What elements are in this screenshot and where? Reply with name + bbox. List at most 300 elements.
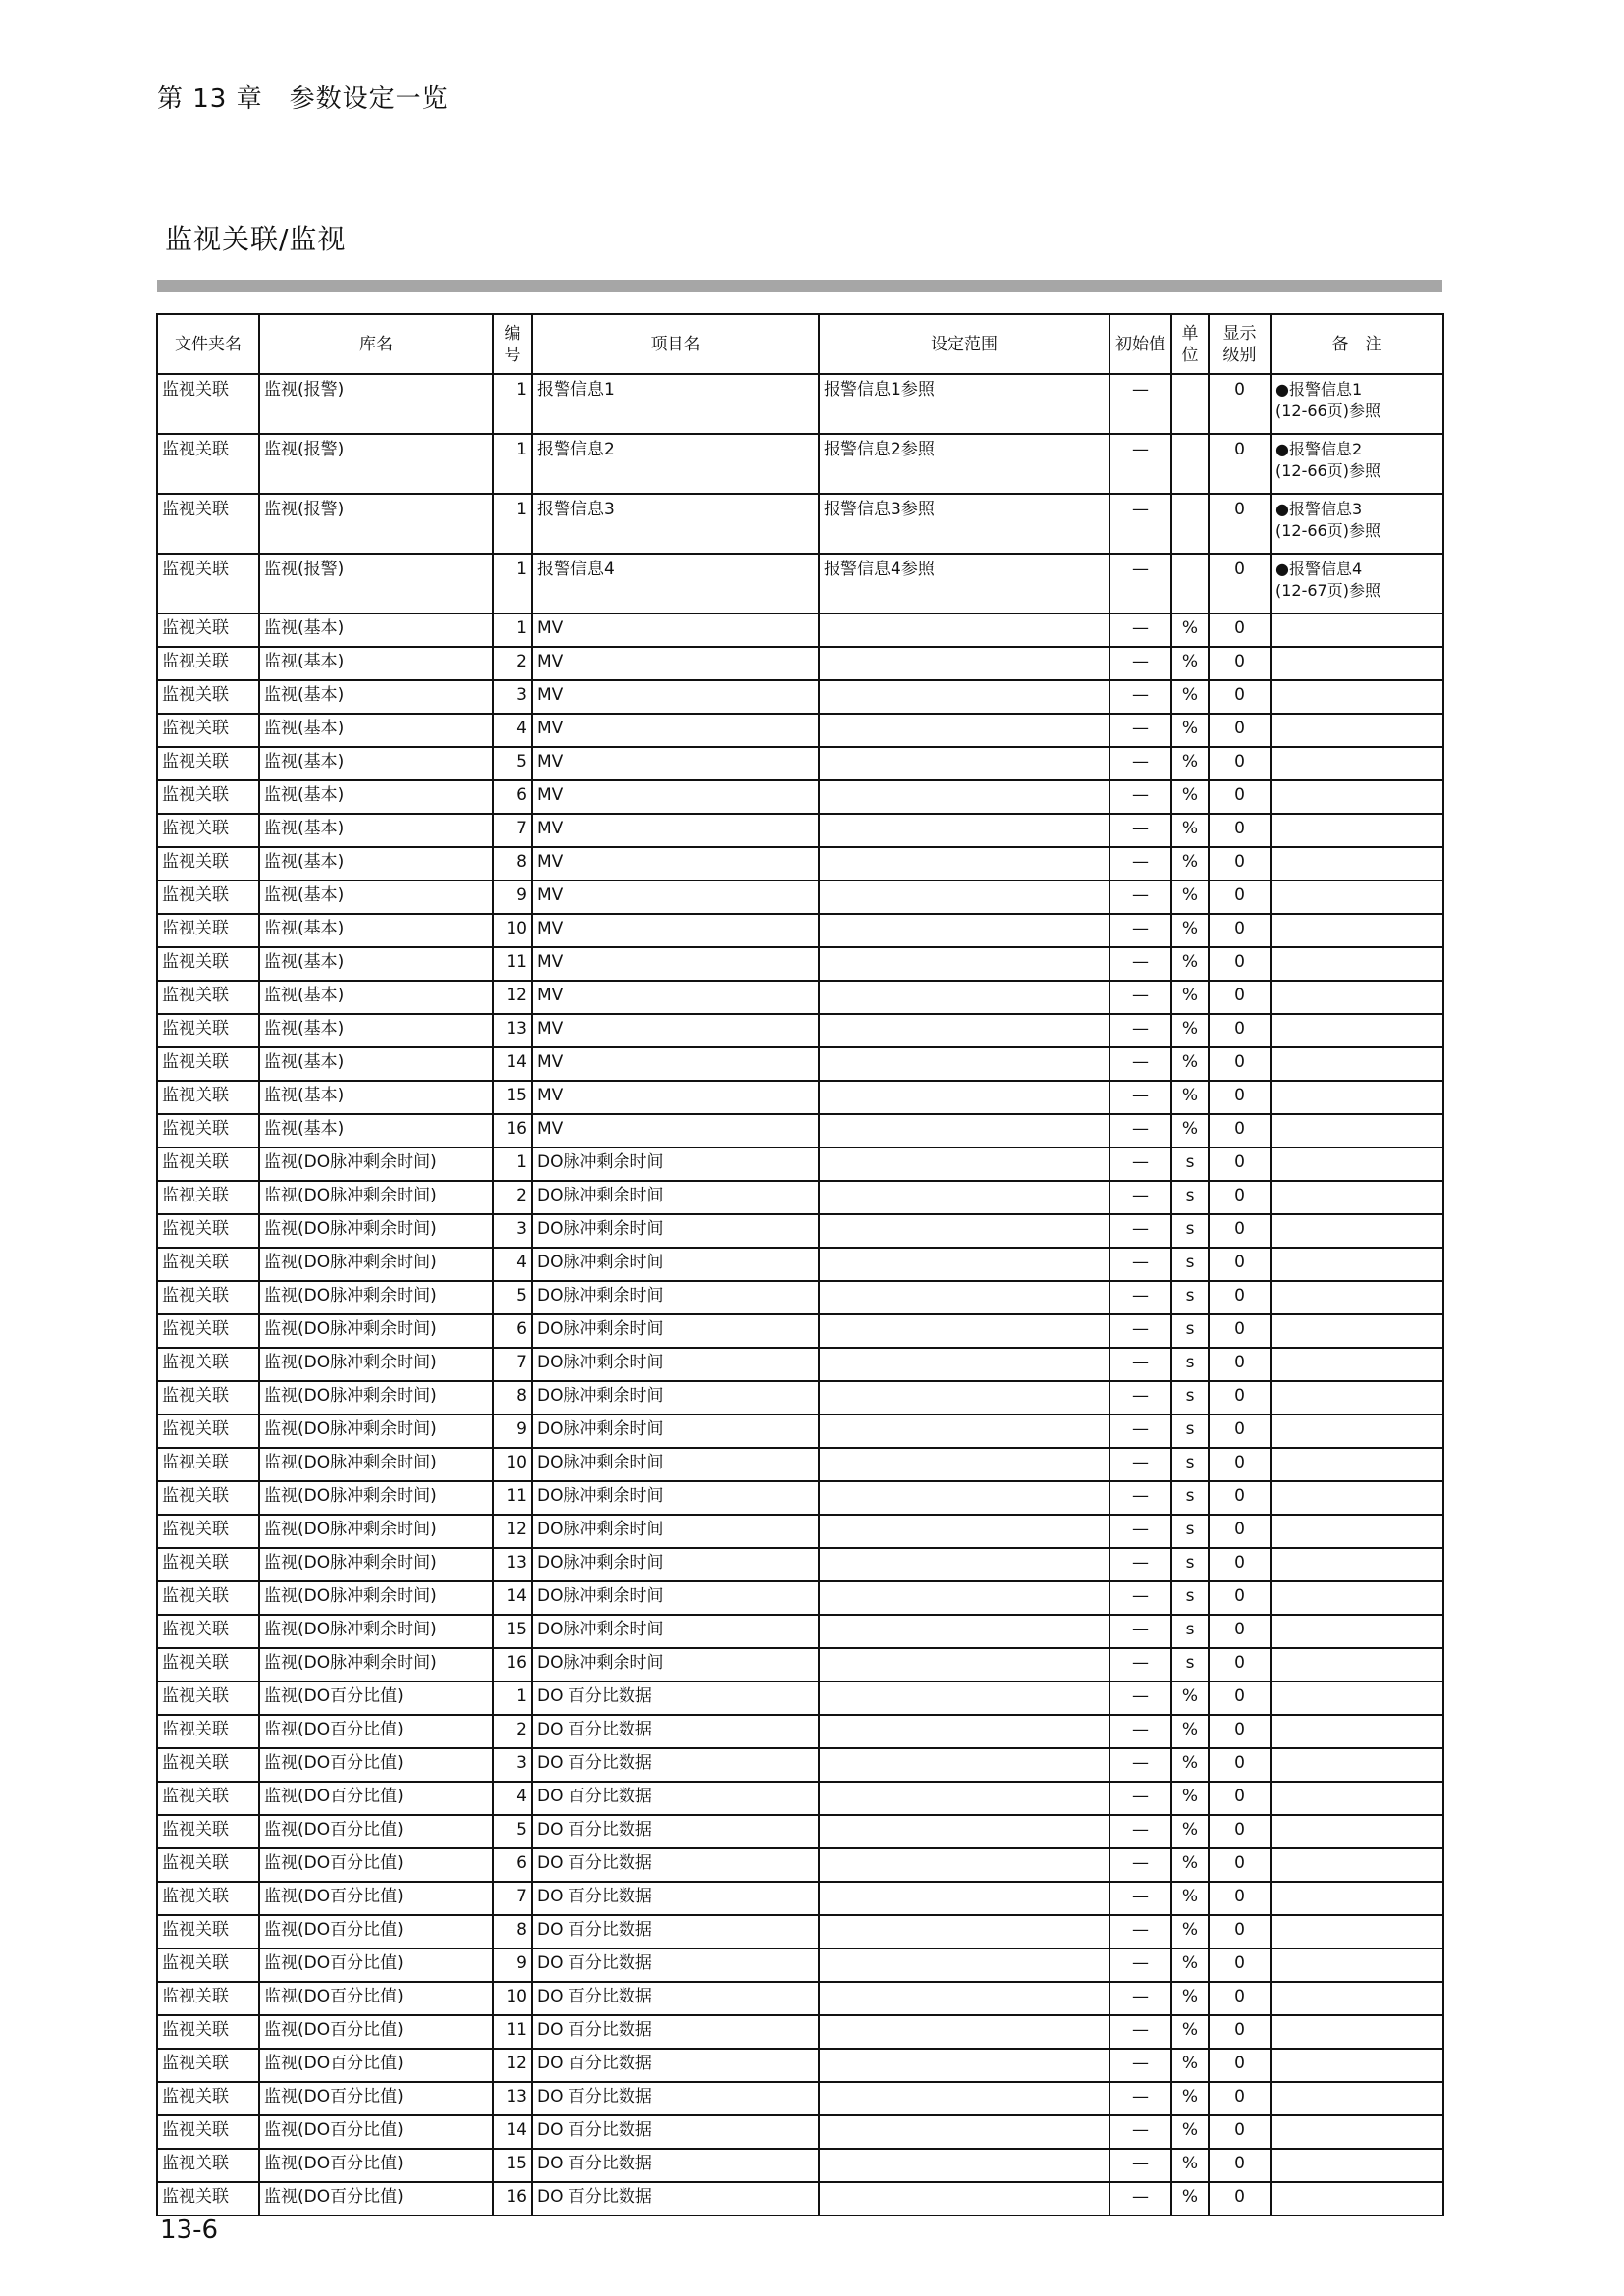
cell-library-name: 监视(DO脉冲剩余时间) — [259, 1348, 493, 1381]
cell-number: 1 — [493, 374, 532, 434]
cell-display-level: 0 — [1209, 2049, 1271, 2082]
cell-library-name: 监视(DO百分比值) — [259, 1915, 493, 1949]
cell-library-name: 监视(DO百分比值) — [259, 1715, 493, 1748]
cell-remarks — [1271, 747, 1443, 780]
cell-library-name: 监视(基本) — [259, 1047, 493, 1081]
cell-number: 4 — [493, 1782, 532, 1815]
cell-item-name: DO 百分比数据 — [532, 1748, 819, 1782]
cell-remarks — [1271, 1715, 1443, 1748]
cell-folder-name: 监视关联 — [157, 847, 259, 881]
table-row — [157, 981, 1443, 1014]
cell-display-level: 0 — [1209, 614, 1271, 647]
cell-setting-range — [819, 2115, 1110, 2149]
cell-display-level: 0 — [1209, 1982, 1271, 2015]
cell-setting-range — [819, 1348, 1110, 1381]
cell-library-name: 监视(DO脉冲剩余时间) — [259, 1415, 493, 1448]
cell-remarks — [1271, 780, 1443, 814]
cell-item-name: MV — [532, 1114, 819, 1148]
cell-setting-range — [819, 1581, 1110, 1615]
cell-setting-range — [819, 1381, 1110, 1415]
cell-display-level: 0 — [1209, 1248, 1271, 1281]
cell-initial-value: — — [1110, 981, 1171, 1014]
cell-unit: % — [1171, 714, 1209, 747]
cell-unit: % — [1171, 2015, 1209, 2049]
cell-initial-value: — — [1110, 680, 1171, 714]
cell-initial-value: — — [1110, 1481, 1171, 1515]
column-header-remarks: 备 注 — [1271, 314, 1443, 374]
cell-item-name: DO 百分比数据 — [532, 1682, 819, 1715]
table-row — [157, 434, 1443, 494]
cell-folder-name: 监视关联 — [157, 1314, 259, 1348]
cell-initial-value: — — [1110, 814, 1171, 847]
cell-setting-range — [819, 881, 1110, 914]
cell-folder-name: 监视关联 — [157, 1081, 259, 1114]
cell-number: 6 — [493, 1314, 532, 1348]
cell-remarks — [1271, 647, 1443, 680]
cell-number: 3 — [493, 1214, 532, 1248]
cell-initial-value: — — [1110, 1114, 1171, 1148]
cell-display-level: 0 — [1209, 1615, 1271, 1648]
cell-setting-range — [819, 1081, 1110, 1114]
cell-folder-name: 监视关联 — [157, 1581, 259, 1615]
cell-remarks — [1271, 1481, 1443, 1515]
cell-library-name: 监视(DO百分比值) — [259, 2149, 493, 2182]
cell-initial-value: — — [1110, 947, 1171, 981]
cell-remarks — [1271, 680, 1443, 714]
cell-item-name: DO脉冲剩余时间 — [532, 1448, 819, 1481]
table-row — [157, 1448, 1443, 1481]
table-row — [157, 1481, 1443, 1515]
cell-setting-range — [819, 1047, 1110, 1081]
cell-unit: % — [1171, 647, 1209, 680]
cell-number: 1 — [493, 614, 532, 647]
cell-unit: % — [1171, 747, 1209, 780]
cell-number: 14 — [493, 2115, 532, 2149]
cell-item-name: MV — [532, 1047, 819, 1081]
cell-initial-value: — — [1110, 881, 1171, 914]
cell-folder-name: 监视关联 — [157, 1181, 259, 1214]
cell-library-name: 监视(DO脉冲剩余时间) — [259, 1481, 493, 1515]
cell-setting-range — [819, 1715, 1110, 1748]
cell-number: 12 — [493, 1515, 532, 1548]
cell-item-name: DO脉冲剩余时间 — [532, 1181, 819, 1214]
cell-initial-value: — — [1110, 847, 1171, 881]
cell-remarks — [1271, 2015, 1443, 2049]
cell-initial-value: — — [1110, 714, 1171, 747]
cell-folder-name: 监视关联 — [157, 374, 259, 434]
cell-initial-value: — — [1110, 1581, 1171, 1615]
cell-number: 11 — [493, 2015, 532, 2049]
cell-initial-value: — — [1110, 1248, 1171, 1281]
cell-item-name: DO 百分比数据 — [532, 2082, 819, 2115]
table-row — [157, 814, 1443, 847]
cell-library-name: 监视(DO百分比值) — [259, 1882, 493, 1915]
parameter-table — [156, 313, 1444, 2216]
cell-initial-value: — — [1110, 1314, 1171, 1348]
cell-item-name: 报警信息3 — [532, 494, 819, 554]
cell-number: 3 — [493, 680, 532, 714]
cell-library-name: 监视(报警) — [259, 434, 493, 494]
cell-initial-value: — — [1110, 1815, 1171, 1848]
cell-initial-value: — — [1110, 747, 1171, 780]
cell-initial-value: — — [1110, 1748, 1171, 1782]
cell-unit: % — [1171, 680, 1209, 714]
cell-remarks — [1271, 814, 1443, 847]
cell-folder-name: 监视关联 — [157, 714, 259, 747]
cell-folder-name: 监视关联 — [157, 947, 259, 981]
cell-display-level: 0 — [1209, 1815, 1271, 1848]
cell-item-name: MV — [532, 814, 819, 847]
table-row — [157, 1181, 1443, 1214]
cell-initial-value: — — [1110, 1715, 1171, 1748]
cell-setting-range — [819, 1314, 1110, 1348]
table-row — [157, 1081, 1443, 1114]
cell-display-level: 0 — [1209, 714, 1271, 747]
cell-item-name: DO脉冲剩余时间 — [532, 1148, 819, 1181]
cell-number: 2 — [493, 647, 532, 680]
cell-display-level: 0 — [1209, 1949, 1271, 1982]
table-row — [157, 1915, 1443, 1949]
cell-folder-name: 监视关联 — [157, 1648, 259, 1682]
cell-number: 1 — [493, 554, 532, 614]
cell-folder-name: 监视关联 — [157, 1982, 259, 2015]
cell-folder-name: 监视关联 — [157, 1882, 259, 1915]
cell-display-level: 0 — [1209, 1515, 1271, 1548]
cell-folder-name: 监视关联 — [157, 1014, 259, 1047]
table-row — [157, 1114, 1443, 1148]
cell-display-level: 0 — [1209, 1481, 1271, 1515]
cell-folder-name: 监视关联 — [157, 1949, 259, 1982]
cell-setting-range — [819, 1615, 1110, 1648]
cell-display-level: 0 — [1209, 2115, 1271, 2149]
cell-unit: % — [1171, 1047, 1209, 1081]
cell-folder-name: 监视关联 — [157, 1281, 259, 1314]
cell-setting-range — [819, 1682, 1110, 1715]
cell-setting-range — [819, 1949, 1110, 1982]
cell-setting-range — [819, 2082, 1110, 2115]
cell-unit: % — [1171, 1081, 1209, 1114]
cell-item-name: MV — [532, 780, 819, 814]
cell-display-level: 0 — [1209, 374, 1271, 434]
cell-setting-range — [819, 1748, 1110, 1782]
cell-remarks — [1271, 1014, 1443, 1047]
cell-number: 15 — [493, 1615, 532, 1648]
cell-display-level: 0 — [1209, 981, 1271, 1014]
cell-setting-range — [819, 1982, 1110, 2015]
cell-setting-range — [819, 1415, 1110, 1448]
table-row — [157, 1381, 1443, 1415]
cell-number: 13 — [493, 1014, 532, 1047]
cell-library-name: 监视(基本) — [259, 847, 493, 881]
cell-initial-value: — — [1110, 1949, 1171, 1982]
cell-folder-name: 监视关联 — [157, 1348, 259, 1381]
cell-folder-name: 监视关联 — [157, 814, 259, 847]
cell-number: 8 — [493, 1381, 532, 1415]
cell-display-level: 0 — [1209, 1548, 1271, 1581]
table-row — [157, 914, 1443, 947]
cell-item-name: MV — [532, 714, 819, 747]
cell-initial-value: — — [1110, 1648, 1171, 1682]
cell-item-name: DO脉冲剩余时间 — [532, 1548, 819, 1581]
cell-folder-name: 监视关联 — [157, 1047, 259, 1081]
cell-item-name: MV — [532, 647, 819, 680]
cell-unit: % — [1171, 914, 1209, 947]
cell-display-level: 0 — [1209, 1348, 1271, 1381]
cell-unit: % — [1171, 847, 1209, 881]
table-row — [157, 1281, 1443, 1314]
cell-library-name: 监视(DO百分比值) — [259, 1982, 493, 2015]
cell-item-name: DO 百分比数据 — [532, 2115, 819, 2149]
cell-number: 14 — [493, 1047, 532, 1081]
cell-display-level: 0 — [1209, 1748, 1271, 1782]
table-row — [157, 1581, 1443, 1615]
cell-initial-value: — — [1110, 374, 1171, 434]
cell-folder-name: 监视关联 — [157, 2082, 259, 2115]
cell-library-name: 监视(报警) — [259, 494, 493, 554]
cell-initial-value: — — [1110, 1548, 1171, 1581]
cell-library-name: 监视(DO百分比值) — [259, 1949, 493, 1982]
cell-initial-value: — — [1110, 2182, 1171, 2216]
cell-item-name: 报警信息2 — [532, 434, 819, 494]
cell-item-name: DO 百分比数据 — [532, 1949, 819, 1982]
cell-library-name: 监视(DO脉冲剩余时间) — [259, 1548, 493, 1581]
cell-setting-range — [819, 1148, 1110, 1181]
cell-number: 6 — [493, 1848, 532, 1882]
table-row — [157, 1615, 1443, 1648]
cell-remarks — [1271, 1081, 1443, 1114]
cell-display-level: 0 — [1209, 1682, 1271, 1715]
cell-library-name: 监视(DO百分比值) — [259, 2082, 493, 2115]
cell-display-level: 0 — [1209, 780, 1271, 814]
cell-number: 10 — [493, 914, 532, 947]
cell-remarks — [1271, 1448, 1443, 1481]
table-row — [157, 1214, 1443, 1248]
cell-setting-range — [819, 1014, 1110, 1047]
cell-initial-value: — — [1110, 1915, 1171, 1949]
cell-initial-value: — — [1110, 1848, 1171, 1882]
cell-setting-range: 报警信息2参照 — [819, 434, 1110, 494]
cell-setting-range — [819, 1515, 1110, 1548]
cell-item-name: DO 百分比数据 — [532, 1982, 819, 2015]
cell-unit: % — [1171, 2115, 1209, 2149]
cell-number: 16 — [493, 1648, 532, 1682]
table-row — [157, 1982, 1443, 2015]
cell-library-name: 监视(基本) — [259, 680, 493, 714]
cell-item-name: DO脉冲剩余时间 — [532, 1648, 819, 1682]
cell-initial-value: — — [1110, 1882, 1171, 1915]
cell-folder-name: 监视关联 — [157, 1715, 259, 1748]
table-body — [157, 374, 1443, 2216]
cell-remarks — [1271, 2115, 1443, 2149]
cell-folder-name: 监视关联 — [157, 2015, 259, 2049]
cell-initial-value: — — [1110, 1014, 1171, 1047]
cell-setting-range — [819, 1448, 1110, 1481]
cell-unit: % — [1171, 1915, 1209, 1949]
table-row — [157, 1515, 1443, 1548]
cell-item-name: DO脉冲剩余时间 — [532, 1281, 819, 1314]
cell-item-name: MV — [532, 680, 819, 714]
cell-library-name: 监视(基本) — [259, 1114, 493, 1148]
cell-unit: s — [1171, 1214, 1209, 1248]
cell-library-name: 监视(基本) — [259, 747, 493, 780]
cell-folder-name: 监视关联 — [157, 981, 259, 1014]
cell-unit: % — [1171, 1715, 1209, 1748]
cell-item-name: DO脉冲剩余时间 — [532, 1515, 819, 1548]
cell-display-level: 0 — [1209, 1114, 1271, 1148]
cell-unit: % — [1171, 2149, 1209, 2182]
cell-item-name: MV — [532, 614, 819, 647]
cell-library-name: 监视(基本) — [259, 647, 493, 680]
column-header-number: 编号 — [493, 314, 532, 374]
cell-display-level: 0 — [1209, 1314, 1271, 1348]
cell-initial-value: — — [1110, 647, 1171, 680]
table-row — [157, 1014, 1443, 1047]
cell-setting-range — [819, 680, 1110, 714]
cell-folder-name: 监视关联 — [157, 647, 259, 680]
cell-library-name: 监视(DO百分比值) — [259, 1748, 493, 1782]
cell-remarks — [1271, 1214, 1443, 1248]
cell-unit: % — [1171, 780, 1209, 814]
cell-remarks — [1271, 2082, 1443, 2115]
cell-unit: % — [1171, 814, 1209, 847]
cell-folder-name: 监视关联 — [157, 1448, 259, 1481]
cell-folder-name: 监视关联 — [157, 1782, 259, 1815]
table-row — [157, 1748, 1443, 1782]
cell-library-name: 监视(DO百分比值) — [259, 2182, 493, 2216]
table-row — [157, 714, 1443, 747]
column-header-initial-value: 初始值 — [1110, 314, 1171, 374]
table-row — [157, 374, 1443, 434]
cell-library-name: 监视(报警) — [259, 374, 493, 434]
cell-initial-value: — — [1110, 1281, 1171, 1314]
cell-display-level: 0 — [1209, 494, 1271, 554]
cell-remarks — [1271, 1548, 1443, 1581]
cell-display-level: 0 — [1209, 1014, 1271, 1047]
cell-unit: % — [1171, 2182, 1209, 2216]
cell-library-name: 监视(DO脉冲剩余时间) — [259, 1515, 493, 1548]
cell-number: 13 — [493, 1548, 532, 1581]
cell-setting-range — [819, 1548, 1110, 1581]
cell-folder-name: 监视关联 — [157, 747, 259, 780]
cell-folder-name: 监视关联 — [157, 1481, 259, 1515]
cell-setting-range — [819, 2149, 1110, 2182]
cell-remarks — [1271, 1047, 1443, 1081]
cell-number: 15 — [493, 2149, 532, 2182]
cell-library-name: 监视(DO脉冲剩余时间) — [259, 1148, 493, 1181]
cell-item-name: MV — [532, 1014, 819, 1047]
cell-remarks — [1271, 981, 1443, 1014]
cell-display-level: 0 — [1209, 847, 1271, 881]
table-row — [157, 1848, 1443, 1882]
table-row — [157, 1782, 1443, 1815]
cell-display-level: 0 — [1209, 1448, 1271, 1481]
cell-display-level: 0 — [1209, 1181, 1271, 1214]
cell-unit: % — [1171, 1949, 1209, 1982]
cell-unit — [1171, 374, 1209, 434]
cell-folder-name: 监视关联 — [157, 554, 259, 614]
cell-number: 11 — [493, 1481, 532, 1515]
cell-folder-name: 监视关联 — [157, 1848, 259, 1882]
cell-remarks: ●报警信息4 (12-67页)参照 — [1271, 554, 1443, 614]
cell-initial-value: — — [1110, 1148, 1171, 1181]
cell-folder-name: 监视关联 — [157, 1515, 259, 1548]
cell-number: 5 — [493, 1281, 532, 1314]
cell-unit: s — [1171, 1515, 1209, 1548]
cell-remarks — [1271, 2182, 1443, 2216]
cell-number: 13 — [493, 2082, 532, 2115]
cell-library-name: 监视(DO脉冲剩余时间) — [259, 1248, 493, 1281]
cell-unit: % — [1171, 981, 1209, 1014]
cell-folder-name: 监视关联 — [157, 1682, 259, 1715]
cell-number: 2 — [493, 1715, 532, 1748]
cell-remarks — [1271, 1415, 1443, 1448]
cell-remarks: ●报警信息2 (12-66页)参照 — [1271, 434, 1443, 494]
cell-unit: s — [1171, 1248, 1209, 1281]
cell-unit: s — [1171, 1615, 1209, 1648]
cell-display-level: 0 — [1209, 814, 1271, 847]
cell-initial-value: — — [1110, 1214, 1171, 1248]
cell-initial-value: — — [1110, 780, 1171, 814]
cell-library-name: 监视(报警) — [259, 554, 493, 614]
cell-remarks — [1271, 914, 1443, 947]
cell-remarks — [1271, 1114, 1443, 1148]
cell-remarks — [1271, 1181, 1443, 1214]
column-header-setting-range: 设定范围 — [819, 314, 1110, 374]
cell-setting-range — [819, 780, 1110, 814]
cell-library-name: 监视(基本) — [259, 714, 493, 747]
cell-number: 7 — [493, 1348, 532, 1381]
cell-setting-range — [819, 614, 1110, 647]
cell-folder-name: 监视关联 — [157, 2115, 259, 2149]
cell-display-level: 0 — [1209, 1047, 1271, 1081]
cell-folder-name: 监视关联 — [157, 1381, 259, 1415]
cell-item-name: DO 百分比数据 — [532, 2182, 819, 2216]
table-row — [157, 614, 1443, 647]
cell-setting-range — [819, 1815, 1110, 1848]
cell-library-name: 监视(DO百分比值) — [259, 2049, 493, 2082]
cell-unit: % — [1171, 1815, 1209, 1848]
cell-initial-value: — — [1110, 1515, 1171, 1548]
cell-library-name: 监视(DO脉冲剩余时间) — [259, 1615, 493, 1648]
cell-setting-range: 报警信息1参照 — [819, 374, 1110, 434]
cell-folder-name: 监视关联 — [157, 1615, 259, 1648]
table-row — [157, 747, 1443, 780]
table-row — [157, 1148, 1443, 1181]
cell-library-name: 监视(基本) — [259, 1014, 493, 1047]
cell-setting-range — [819, 1281, 1110, 1314]
table-row — [157, 2082, 1443, 2115]
cell-folder-name: 监视关联 — [157, 2049, 259, 2082]
cell-remarks — [1271, 1915, 1443, 1949]
cell-remarks: ●报警信息1 (12-66页)参照 — [1271, 374, 1443, 434]
cell-library-name: 监视(DO百分比值) — [259, 2015, 493, 2049]
cell-library-name: 监视(DO百分比值) — [259, 1815, 493, 1848]
cell-setting-range — [819, 914, 1110, 947]
column-header-unit: 单位 — [1171, 314, 1209, 374]
cell-setting-range — [819, 1782, 1110, 1815]
cell-number: 8 — [493, 847, 532, 881]
cell-library-name: 监视(DO脉冲剩余时间) — [259, 1448, 493, 1481]
cell-folder-name: 监视关联 — [157, 680, 259, 714]
cell-initial-value: — — [1110, 2015, 1171, 2049]
cell-number: 16 — [493, 2182, 532, 2216]
cell-library-name: 监视(DO脉冲剩余时间) — [259, 1281, 493, 1314]
cell-display-level: 0 — [1209, 1415, 1271, 1448]
cell-item-name: DO脉冲剩余时间 — [532, 1615, 819, 1648]
cell-setting-range — [819, 1648, 1110, 1682]
cell-library-name: 监视(基本) — [259, 780, 493, 814]
table-row — [157, 847, 1443, 881]
